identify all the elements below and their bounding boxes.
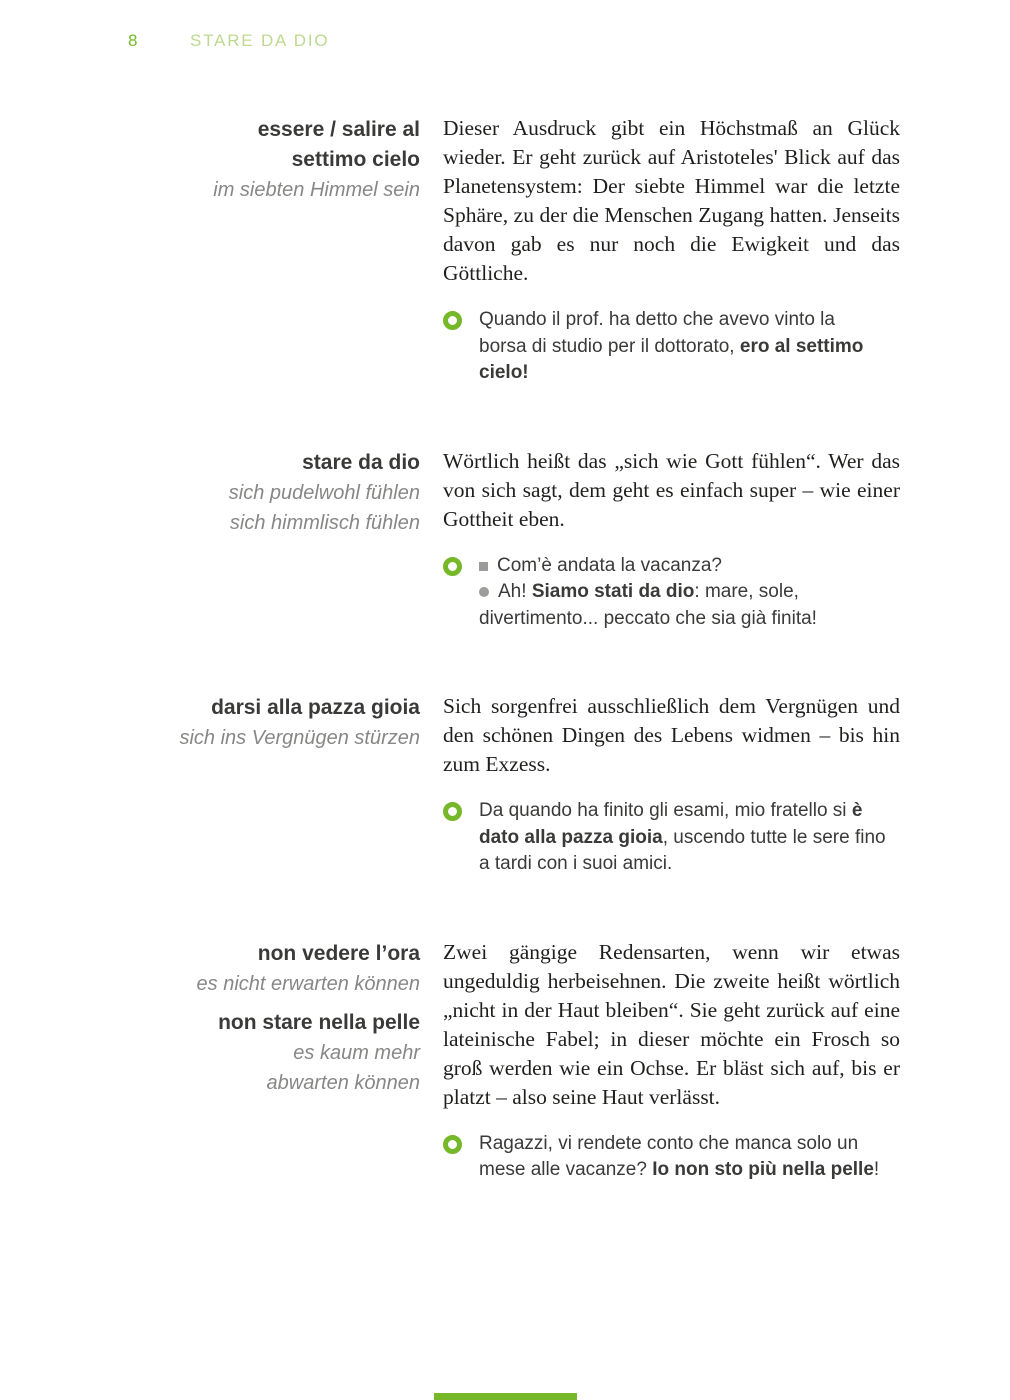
headword-group [130, 115, 420, 205]
german-translation: es kaum mehr [293, 1041, 420, 1064]
page-header [0, 0, 1010, 52]
example-bold-text: Io non sto più nella pelle [652, 1159, 874, 1180]
german-translation: sich pudelwohl fühlen [228, 481, 420, 504]
idiom-entry [130, 114, 1010, 387]
headword-group [130, 939, 420, 999]
example-line [479, 798, 887, 878]
example-plain-text: Quando il prof. ha detto che avevo vinto la borsa di studio per il dottorato, [479, 309, 835, 357]
german-translation: es nicht erwarten können [196, 972, 420, 995]
headword-column [130, 692, 420, 878]
example-bullet-icon [443, 1135, 462, 1154]
speaker-dot-icon [479, 587, 489, 597]
headword: darsi alla pazza gioia [211, 696, 420, 719]
explanation-text: Dieser Ausdruck gibt ein Höchstmaß an Glück wieder. Er geht zurück auf Aristoteles' Blick auf das Planetensystem: Der siebte Himmel war die letzte Sphäre, zu der die Menschen Zugang hatten. Jenseits davon gab es nur noch die Ewigkeit und das Göttliche. [443, 116, 900, 285]
explanation-text: Zwei gängige Redensarten, wenn wir etwas ungeduldig herbeisehnen. Die zweite heißt wörtlich „nicht in der Haut bleiben“. Sie geht zurück auf eine lateinische Fabel; in dieser möchte ein Frosch so groß werden wie ein Ochse. Er bläst sich auf, bis er platzt – also seine Haut verlässt. [443, 939, 900, 1109]
headword-group [130, 448, 420, 538]
example-plain-text: Da quando ha finito gli esami, mio fratello si [479, 800, 852, 821]
running-title: STARE DA DIO [190, 31, 330, 50]
example-text [479, 307, 887, 387]
idiom-entry [130, 692, 1010, 878]
german-translation: sich ins Vergnügen stürzen [179, 727, 420, 749]
example-plain-text: Com’è andata la vacanza? [497, 554, 722, 576]
example-line [479, 1131, 887, 1184]
example-plain-text: , uscendo tutte le sere fino a tardi con i suoi amici. [479, 826, 886, 874]
example-bold-text: ero al settimo cielo! [479, 335, 864, 383]
example-plain-text: ! [873, 1159, 880, 1180]
headword-column [130, 447, 420, 633]
example-plain-text: : mare, sole, divertimento... peccato che sia già finita! [479, 581, 817, 629]
example-block [443, 1131, 900, 1184]
explanation-column [443, 938, 900, 1184]
idiom-entry [130, 447, 1010, 633]
explanation-column [443, 114, 900, 387]
example-text [479, 1131, 887, 1184]
example-block [443, 307, 900, 387]
headword: essere / salire al [257, 118, 420, 141]
example-bullet-icon [443, 802, 462, 821]
headword-group [130, 1008, 420, 1098]
example-line [479, 579, 887, 632]
german-translation: im siebten Himmel sein [213, 179, 420, 201]
speaker-square-icon [479, 562, 488, 571]
page-bottom-tab-bar [434, 1393, 577, 1400]
example-text [479, 798, 887, 878]
headword: stare da dio [302, 450, 420, 474]
explanation-column [443, 447, 900, 633]
headword: non vedere l’ora [257, 941, 420, 965]
explanation-text: Wörtlich heißt das „sich wie Gott fühlen“. Wer das von sich sagt, dem geht es einfach super – wie einer Gottheit eben. [443, 448, 900, 531]
explanation-text: Sich sorgenfrei ausschließlich dem Vergnügen und den schönen Dingen des Lebens widmen – bis hin zum Exzess. [443, 694, 900, 776]
example-bullet-icon [443, 557, 462, 576]
page-number: 8 [128, 31, 138, 50]
example-bold-text: Siamo stati da dio [531, 581, 695, 602]
example-plain-text: Ragazzi, vi rendete conto che manca solo un mese alle vacanze? [479, 1132, 859, 1180]
example-bold-text: è dato alla pazza gioia [479, 800, 863, 848]
example-text [479, 553, 887, 633]
example-line [479, 307, 887, 387]
example-plain-text: Ah! [498, 581, 532, 602]
entries-list [0, 114, 1010, 1184]
idiom-entry [130, 938, 1010, 1184]
example-block [443, 553, 900, 633]
explanation-column [443, 692, 900, 878]
headword-group [130, 693, 420, 753]
example-block [443, 798, 900, 878]
example-line [479, 553, 887, 580]
headword-column [130, 114, 420, 387]
german-translation: sich himmlisch fühlen [229, 511, 420, 534]
headword-column [130, 938, 420, 1184]
headword: settimo cielo [291, 148, 420, 171]
headword: non stare nella pelle [218, 1010, 420, 1034]
example-bullet-icon [443, 311, 462, 330]
german-translation: abwarten können [266, 1071, 420, 1094]
